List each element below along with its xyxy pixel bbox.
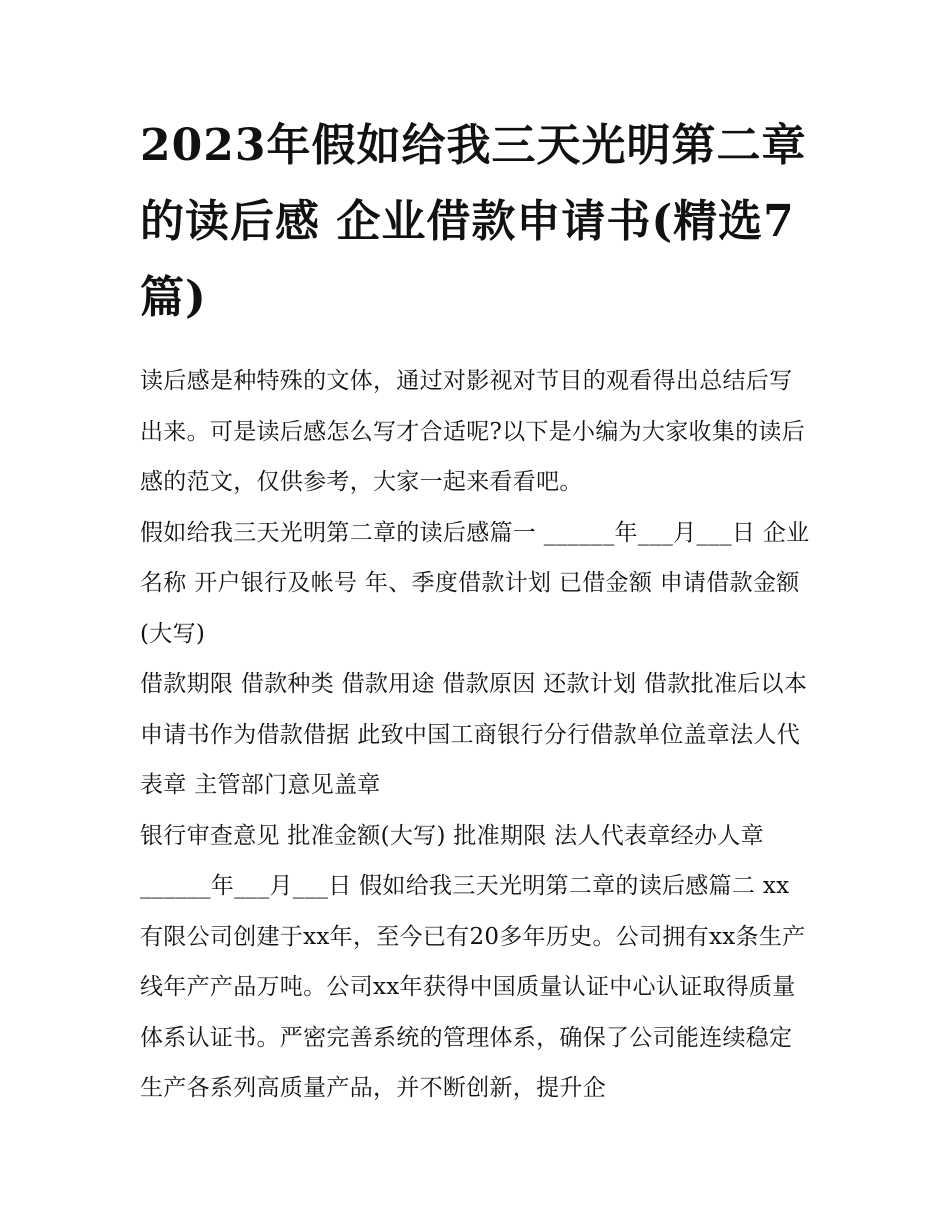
paragraph-loan-fields: 借款期限 借款种类 借款用途 借款原因 还款计划 借款批准后以本申请书作为借款借据 此致中国工商银行分行借款单位盖章法人代表章 主管部门意见盖章 xyxy=(140,671,808,798)
paragraph-intro: 读后感是种特殊的文体，通过对影视对节目的观看得出总结后写出来。可是读后感怎么写才合适呢?以下是小编为大家收集的读后感的范文，仅供参考，大家一起来看看吧。 xyxy=(140,368,806,495)
document-title: 2023年假如给我三天光明第二章的读后感 企业借款申请书(精选7篇) xyxy=(140,120,807,323)
document-page xyxy=(140,108,812,1114)
paragraph-form-header: 假如给我三天光明第二章的读后感篇一 ______年___月___日 企业名称 开户银行及帐号 年、季度借款计划 已借金额 申请借款金额(大写) xyxy=(140,519,810,647)
document-body xyxy=(140,356,812,1114)
paragraph-bank-review: 银行审查意见 批准金额(大写) 批准期限 法人代表章经办人章 ______年___月___日 假如给我三天光明第二章的读后感篇二 xx有限公司创建于xx年，至今已有20多年历史。公司拥有xx条生产线年产产品万吨。公司xx年获得中国质量认证中心认证取得质量体系认证书。严密完善系统的管理体系，确保了公司能连续稳定生产各系列高质量产品，并不断创新，提升企 xyxy=(140,822,806,1101)
